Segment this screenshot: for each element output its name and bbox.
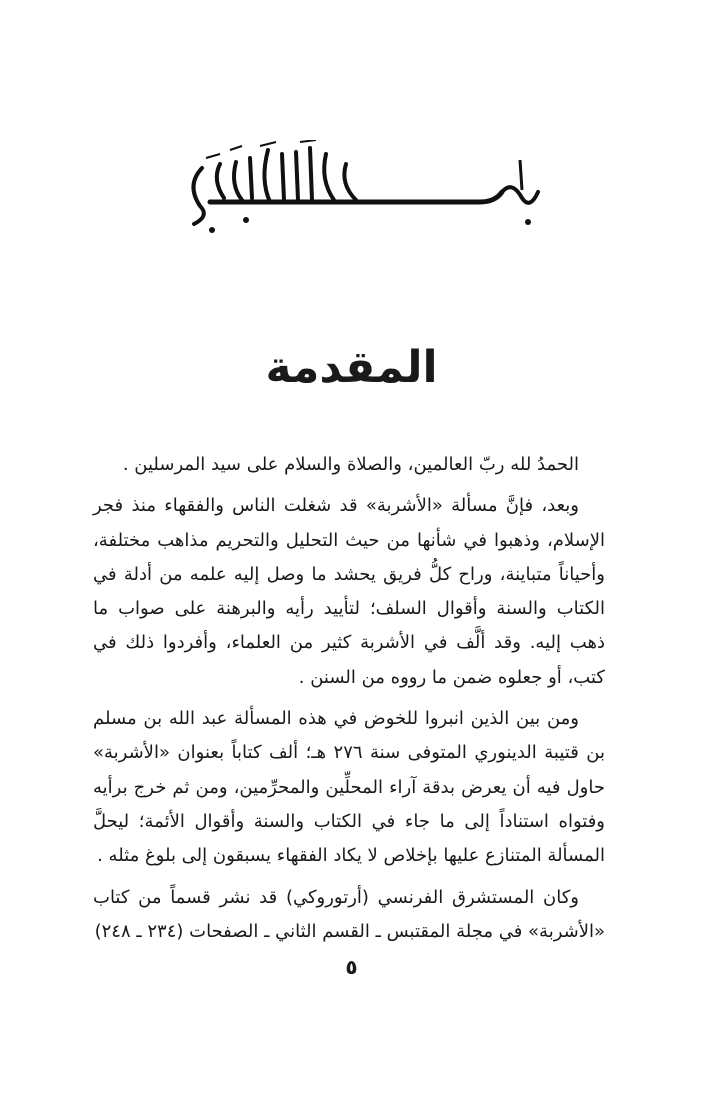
body-text — [93, 448, 605, 949]
basmala-calligraphy-icon — [150, 140, 550, 240]
paragraph-2: وبعد، فإنَّ مسألة «الأشربة» قد شغلت الناس والفقهاء منذ فجر الإسلام، وذهبوا في شأنها من حيث التحليل والتحريم مذاهب مختلفة، وأحياناً متباينة، وراح كلُّ فريق يحشد ما وصل إليه علمه من أدلة في الكتاب والسنة وأقوال السلف؛ لتأييد رأيه والبرهنة على صواب ما ذهب إليه. وقد ألَّف في الأشربة كثير من العلماء، وأفردوا ذلك في كتب، أو جعلوه ضمن ما رووه من السنن . — [93, 495, 605, 688]
paragraph-3: ومن بين الذين انبروا للخوض في هذه المسألة عبد الله بن مسلم بن قتيبة الدينوري المتوفى سنة ٢٧٦ هـ؛ ألف كتاباً بعنوان «الأشربة» حاول فيه أن يعرض بدقة آراء المحلِّين والمحرِّمين، ومن ثم خرج برأيه وفتواه استناداً إلى ما جاء في الكتاب والسنة وأقوال الأئمة؛ ليحلَّ المسألة المتنازع عليها بإخلاص لا يكاد الفقهاء يسبقون إلى بلوغ مثله . — [93, 708, 605, 867]
paragraph-4: وكان المستشرق الفرنسي (أرتوروكي) قد نشر قسماً من كتاب «الأشربة» في مجلة المقتبس ـ القسم الثاني ـ الصفحات (٢٣٤ ـ ٢٤٨) — [93, 886, 605, 942]
paragraph-1: الحمدُ لله ربّ العالمين، والصلاة والسلام على سيد المرسلين . — [122, 454, 579, 475]
basmala-calligraphy — [150, 140, 550, 240]
page-title: المقدمة — [265, 342, 438, 393]
page-number: ٥ — [345, 955, 358, 979]
